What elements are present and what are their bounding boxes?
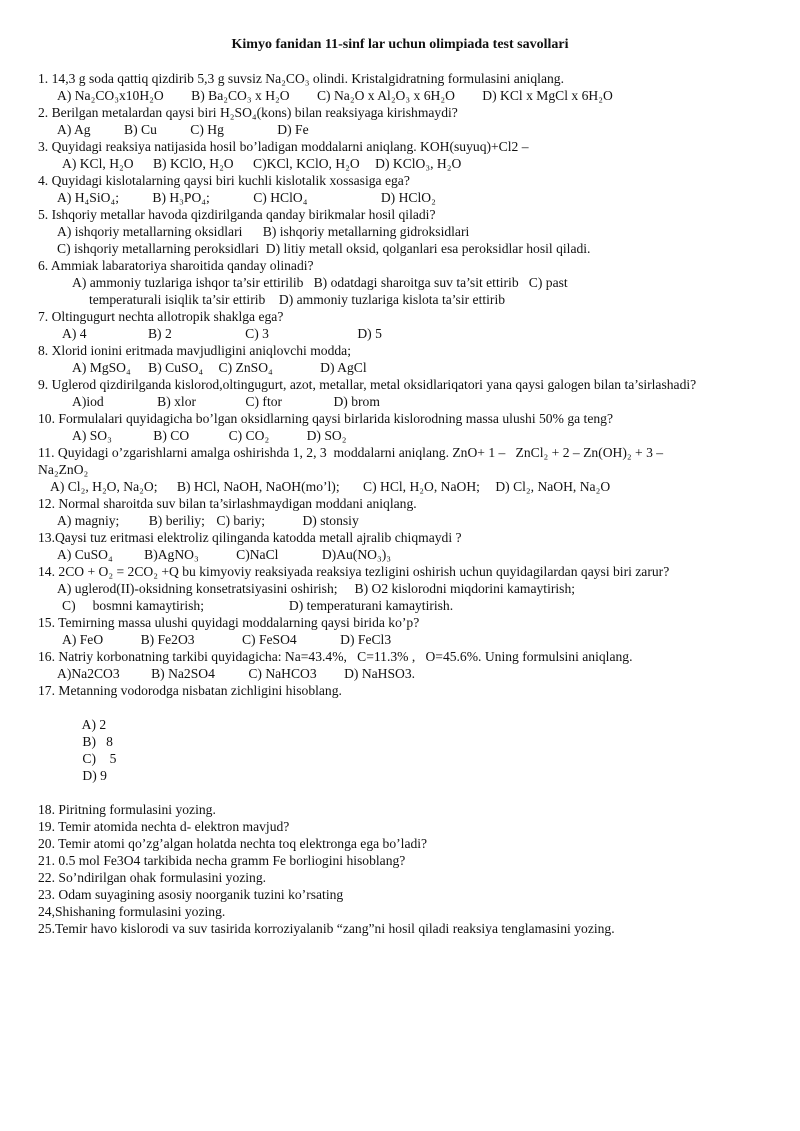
option-a: A) Na₂CO₃x10H₂O [57,88,164,103]
option-d: D) KClO₃, H₂O [375,156,462,171]
options-17 [38,699,768,801]
option-a: A)iod [72,394,104,409]
options-14-line-1: A) uglerod(II)-oksidning konsetratsiyasini oshirish; B) O2 kislorodni miqdorini kamaytirish; [57,581,576,596]
question-19: 19. Temir atomida nechta d- elektron mavjud? [38,819,290,834]
options-6-line-2: temperaturali isiqlik ta’sir ettirib D) ammoniy tuzlariga kislota ta’sir ettirib [89,292,506,307]
option-d: D) Cl₂, NaOH, Na₂O [495,479,611,494]
question-14: 14. 2CO + O₂ = 2CO₂ +Q bu kimyoviy reaksiyada reaksiya tezligini oshirish uchun quyidagilardan qaysi biri zarur? [38,564,670,579]
question-1: 1. 14,3 g soda qattiq qizdirib 5,3 g suvsiz Na₂CO₃ olindi. Kristalgidratning formulasini aniqlang. [38,71,564,86]
question-18: 18. Piritning formulasini yozing. [38,802,216,817]
option-c: C) HClO₄ [253,190,308,205]
question-4: 4. Quyidagi kislotalarning qaysi biri kuchli kislotalik xossasiga ega? [38,173,410,188]
question-5: 5. Ishqoriy metallar havoda qizdirilganda qanday birikmalar hosil qiladi? [38,207,436,222]
options-7 [38,325,768,342]
question-12: 12. Normal sharoitda suv bilan ta’sirlashmaydigan moddani aniqlang. [38,496,417,511]
options-13 [38,546,768,563]
options-3 [38,155,768,172]
question-24: 24,Shishaning formulasini yozing. [38,904,226,919]
option-b: B) Fe2O3 [140,632,195,647]
option-a: A) 4 [62,326,87,341]
option-d: D) 5 [357,326,382,341]
option-b: B)AgNO₃ [144,547,199,562]
option-d: D) 9 [82,768,107,783]
option-c: C) FeSO4 [241,632,297,647]
options-11 [38,478,768,495]
options-14-line-2: C) bosmni kamaytirish; D) temperaturani kamaytirish. [62,598,454,613]
question-13: 13.Qaysi tuz eritmasi elektroliz qilinganda katodda metall ajralib chiqmaydi ? [38,530,462,545]
options-9 [38,393,768,410]
question-10: 10. Formulalari quyidagicha bo’lgan oksidlarning qaysi birlarida kislorodning massa ulushi 50% ga teng? [38,411,613,426]
option-c: C) NaHCO3 [248,666,317,681]
option-c: C) HCl, H₂O, NaOH; [363,479,480,494]
question-2: 2. Berilgan metalardan qaysi biri H₂SO₄(kons) bilan reaksiyaga kirishmaydi? [38,105,458,120]
option-b: B) Cu [124,122,157,137]
options-8 [38,359,768,376]
question-15: 15. Temirning massa ulushi quyidagi moddalarning qaysi birida ko’p? [38,615,420,630]
option-b: B) Na2SO4 [151,666,215,681]
option-c: C)NaCl [236,547,279,562]
option-a: A) MgSO₄ [72,360,131,375]
options-2 [38,121,768,138]
option-c: C) ZnSO₄ [218,360,273,375]
option-d: D) brom [333,394,380,409]
option-a: A) H₄SiO₄; [57,190,119,205]
option-b: B) 2 [147,326,172,341]
option-c: C) bariy; [216,513,266,528]
option-d: D) AgCl [320,360,367,375]
question-11-cont: Na₂ZnO₂ [38,462,89,477]
option-a: A) 2 [81,717,107,732]
question-9: 9. Uglerod qizdirilganda kislorod,oltingugurt, azot, metallar, metal oksidlariqatori yana qaysi galogen bilan ta’sirlashadi? [38,377,697,392]
option-b: B) CO [153,428,190,443]
option-c: C) Na₂O x Al₂O₃ x 6H₂O [316,88,455,103]
question-17: 17. Metanning vodorodga nisbatan zichligini hisoblang. [38,683,342,698]
options-10 [38,427,768,444]
option-c: C) Hg [190,122,224,137]
question-22: 22. So’ndirilgan ohak formulasini yozing. [38,870,267,885]
page-title: Kimyo fanidan 11-sinf lar uchun olimpiada test savollari [231,37,569,52]
options-12 [38,512,768,529]
option-b: B) CuSO₄ [148,360,204,375]
option-a: A) Ag [57,122,91,137]
option-d: D) SO₂ [306,428,347,443]
option-b: B) xlor [157,394,197,409]
option-d: D) NaHSO3. [344,666,416,681]
option-b: B) H₃PO₄; [152,190,210,205]
question-8: 8. Xlorid ionini eritmada mavjudligini aniqlovchi modda; [38,343,351,358]
question-list [38,70,768,937]
option-c: C) 3 [245,326,269,341]
question-25: 25.Temir havo kislorodi va suv tasirida korroziyalanib “zang”ni hosil qiladi reaksiya tenglamasini yozing. [38,921,615,936]
question-6: 6. Ammiak labaratoriya sharoitida qanday olinadi? [38,258,314,273]
option-a: A) magniy; [57,513,120,528]
option-d: D) stonsiy [302,513,359,528]
option-c: C)KCl, KClO, H₂O [253,156,360,171]
options-5-line-1: A) ishqoriy metallarning oksidlari B) ishqoriy metallarning gidroksidlari [57,224,470,239]
option-c: C) CO₂ [228,428,270,443]
options-4 [38,189,768,206]
options-6-line-1: A) ammoniy tuzlariga ishqor ta’sir ettirilib B) odatdagi sharoitga suv ta’sit ettirib C) past [72,275,568,290]
question-3: 3. Quyidagi reaksiya natijasida hosil bo’ladigan moddalarni aniqlang. KOH(suyuq)+Cl2 – [38,139,529,154]
option-b: B) beriliy; [148,513,205,528]
options-1 [38,87,768,104]
question-11: 11. Quyidagi o’zgarishlarni amalga oshirishda 1, 2, 3 moddalarni aniqlang. ZnO+ 1 – ZnCl₂ + 2 – Zn(OH)₂ + 3 – [38,445,664,460]
options-15 [38,631,768,648]
option-b: B) 8 [82,734,113,749]
option-b: B) KClO, H₂O [152,156,234,171]
option-a: A)Na2CO3 [57,666,120,681]
options-5-line-2: C) ishqoriy metallarning peroksidlari D) litiy metall oksid, qolganlari esa peroksidlar hosil qiladi. [57,241,591,256]
option-a: A) CuSO₄ [57,547,113,562]
option-c: C) 5 [82,751,117,766]
question-16: 16. Natriy korbonatning tarkibi quyidagicha: Na=43.4%, C=11.3% , O=45.6%. Uning formulsini aniqlang. [38,649,633,664]
option-b: B) Ba₂CO₃ x H₂O [191,88,290,103]
option-d: D) Fe [277,122,309,137]
question-20: 20. Temir atomi qo’zg’algan holatda nechta toq elektronga ega bo’ladi? [38,836,428,851]
question-21: 21. 0.5 mol Fe3O4 tarkibida necha gramm Fe borliogini hisoblang? [38,853,406,868]
option-d: D) FeCl3 [340,632,392,647]
option-b: B) HCl, NaOH, NaOH(mo’l); [176,479,340,494]
option-c: C) ftor [245,394,283,409]
option-a: A) Cl₂, H₂O, Na₂O; [50,479,158,494]
option-d: D)Au(NO₃)₃ [321,547,391,562]
options-16 [38,665,768,682]
question-7: 7. Oltingugurt nechta allotropik shaklga ega? [38,309,284,324]
option-d: D) HClO₂ [380,190,436,205]
option-d: D) KCl x MgCl x 6H₂O [482,88,613,103]
option-a: A) KCl, H₂O [62,156,134,171]
option-a: A) SO₃ [72,428,112,443]
question-23: 23. Odam suyagining asosiy noorganik tuzini ko’rsating [38,887,344,902]
option-a: A) FeO [62,632,104,647]
